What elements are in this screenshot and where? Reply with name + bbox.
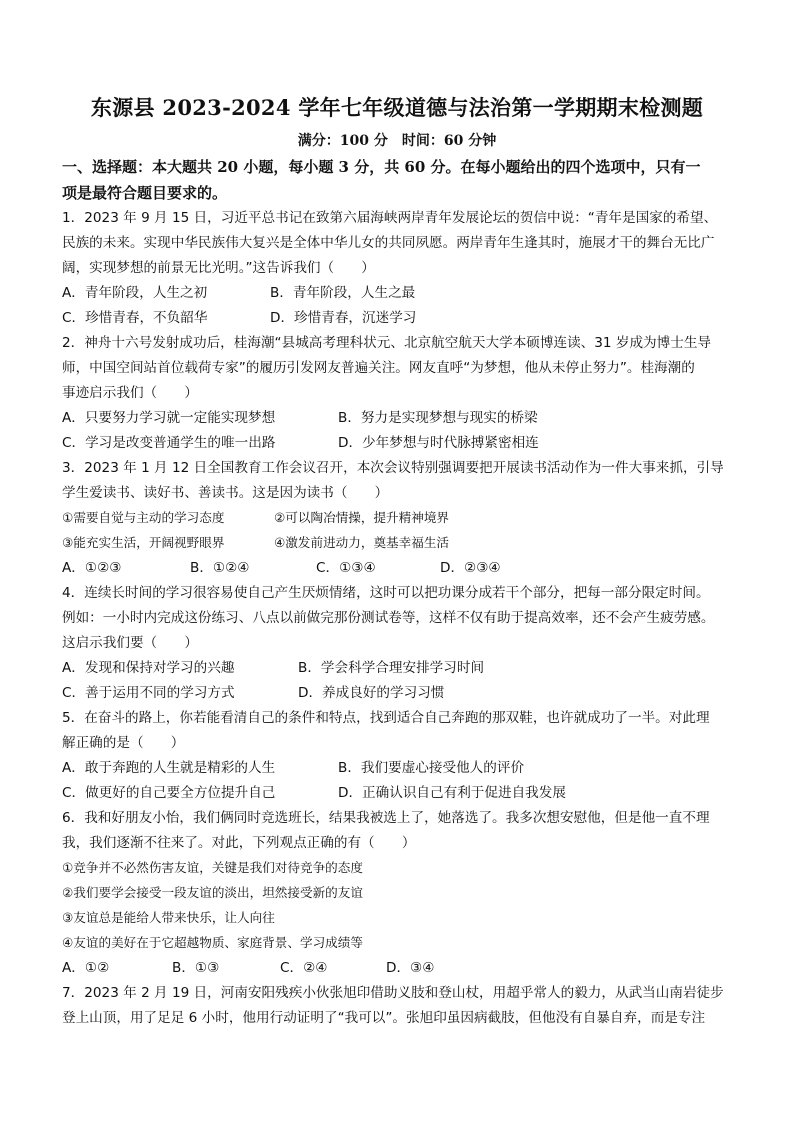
q3-statement-4: ④激发前进动力，奠基幸福生活 (274, 535, 450, 550)
q1-option-a: A．青年阶段，人生之初 (62, 285, 208, 301)
q3-statement-1: ①需要自觉与主动的学习态度 (62, 510, 225, 525)
q4-stem-line3: 这启示我们要（ ） (62, 635, 198, 651)
q3-option-a: A．①②③ (62, 560, 122, 576)
q2-stem-line1: 2．神舟十六号发射成功后，桂海潮“县城高考理科状元、北京航空航天大学本硕博连读、31 岁成为博士生导 (62, 335, 712, 351)
q6-statement-1: ①竞争并不必然伤害友谊，关键是我们对待竞争的态度 (62, 860, 363, 875)
q3-option-b: B．①②④ (190, 560, 250, 576)
q2-option-b: B．努力是实现梦想与现实的桥梁 (338, 410, 538, 426)
q1-option-d: D．珍惜青春，沉迷学习 (270, 310, 417, 326)
q4-stem-line2: 例如：一小时内完成这份练习、八点以前做完那份测试卷等，这样不仅有助于提高效率，还不会产生疲劳感。 (62, 610, 715, 626)
q6-option-d: D．③④ (386, 960, 435, 976)
q3-option-d: D．②③④ (440, 560, 501, 576)
q2-option-c: C．学习是改变普通学生的唯一出路 (62, 435, 276, 451)
q4-option-d: D．养成良好的学习习惯 (298, 685, 445, 701)
q7-stem-line2: 登上山顶，用了足足 6 小时，他用行动证明了“我可以”。张旭印虽因病截肢，但他没有自暴自弃，而是专注 (62, 1010, 706, 1026)
q4-stem-line1: 4．连续长时间的学习很容易使自己产生厌烦情绪，这时可以把功课分成若干个部分，把每一部分限定时间。 (62, 585, 710, 601)
score-time-info: 满分：100 分 时间：60 分钟 (297, 133, 497, 149)
q2-stem-line2: 师，中国空间站首位载荷专家”的履历引发网友普遍关注。网友直呼“为梦想，他从未停止努力”。桂海潮的 (62, 360, 695, 376)
q3-stem-line1: 3．2023 年 1 月 12 日全国教育工作会议召开，本次会议特别强调要把开展读书活动作为一件大事来抓，引导 (62, 460, 724, 476)
q3-option-c: C．①③④ (316, 560, 376, 576)
q1-stem-line2: 民族的未来。实现中华民族伟大复兴是全体中华儿女的共同夙愿。两岸青年生逢其时，施展才干的舞台无比广 (62, 235, 715, 251)
q7-stem-line1: 7．2023 年 2 月 19 日，河南安阳残疾小伙张旭印借助义肢和登山杖，用超乎常人的毅力，从武当山南岩徒步 (62, 985, 724, 1001)
q5-stem-line2: 解正确的是（ ） (62, 735, 185, 751)
q3-stem-line2: 学生爱读书、读好书、善读书。这是因为读书（ ） (62, 485, 389, 501)
q3-statement-3: ③能充实生活，开阔视野眼界 (62, 535, 225, 550)
q6-statement-3: ③友谊总是能给人带来快乐，让人向往 (62, 910, 275, 925)
q2-option-a: A．只要努力学习就一定能实现梦想 (62, 410, 276, 426)
q4-option-b: B．学会科学合理安排学习时间 (298, 660, 485, 676)
q1-option-b: B．青年阶段，人生之最 (270, 285, 416, 301)
q3-statement-2: ②可以陶冶情操，提升精神境界 (274, 510, 450, 525)
q2-option-d: D．少年梦想与时代脉搏紧密相连 (338, 435, 539, 451)
q6-option-b: B．①③ (172, 960, 220, 976)
q5-option-d: D．正确认识自己有利于促进自我发展 (338, 785, 566, 801)
section-heading-line1: 一、选择题：本大题共 20 小题，每小题 3 分，共 60 分。在每小题给出的四个选项中，只有一 (62, 158, 701, 176)
q6-option-c: C．②④ (280, 960, 328, 976)
q1-option-c: C．珍惜青春，不负韶华 (62, 310, 208, 326)
q4-option-c: C．善于运用不同的学习方式 (62, 685, 235, 701)
q5-option-b: B．我们要虚心接受他人的评价 (338, 760, 525, 776)
section-heading-line2: 项是最符合题目要求的。 (62, 184, 228, 202)
q1-stem-line1: 1．2023 年 9 月 15 日，习近平总书记在致第六届海峡两岸青年发展论坛的贺信中说：“青年是国家的希望、 (62, 210, 718, 226)
q6-statement-2: ②我们要学会接受一段友谊的淡出，坦然接受新的友谊 (62, 885, 363, 900)
q5-option-a: A．敢于奔跑的人生就是精彩的人生 (62, 760, 276, 776)
q2-stem-line3: 事迹启示我们（ ） (62, 385, 198, 401)
q5-option-c: C．做更好的自己要全方位提升自己 (62, 785, 276, 801)
q6-stem-line1: 6．我和好朋友小怡，我们俩同时竞选班长，结果我被选上了，她落选了。我多次想安慰他，但是他一直不理 (62, 810, 710, 826)
q5-stem-line1: 5．在奋斗的路上，你若能看清自己的条件和特点，找到适合自己奔跑的那双鞋，也许就成功了一半。对此理 (62, 710, 710, 726)
q6-stem-line2: 我，我们逐渐不往来了。对此，下列观点正确的有（ ） (62, 835, 416, 851)
q6-option-a: A．①② (62, 960, 110, 976)
page-title: 东源县 2023-2024 学年七年级道德与法治第一学期期末检测题 (90, 95, 704, 120)
q4-option-a: A．发现和保持对学习的兴趣 (62, 660, 235, 676)
q1-stem-line3: 阔，实现梦想的前景无比光明。”这告诉我们（ ） (62, 260, 375, 276)
q6-statement-4: ④友谊的美好在于它超越物质、家庭背景、学习成绩等 (62, 935, 363, 950)
